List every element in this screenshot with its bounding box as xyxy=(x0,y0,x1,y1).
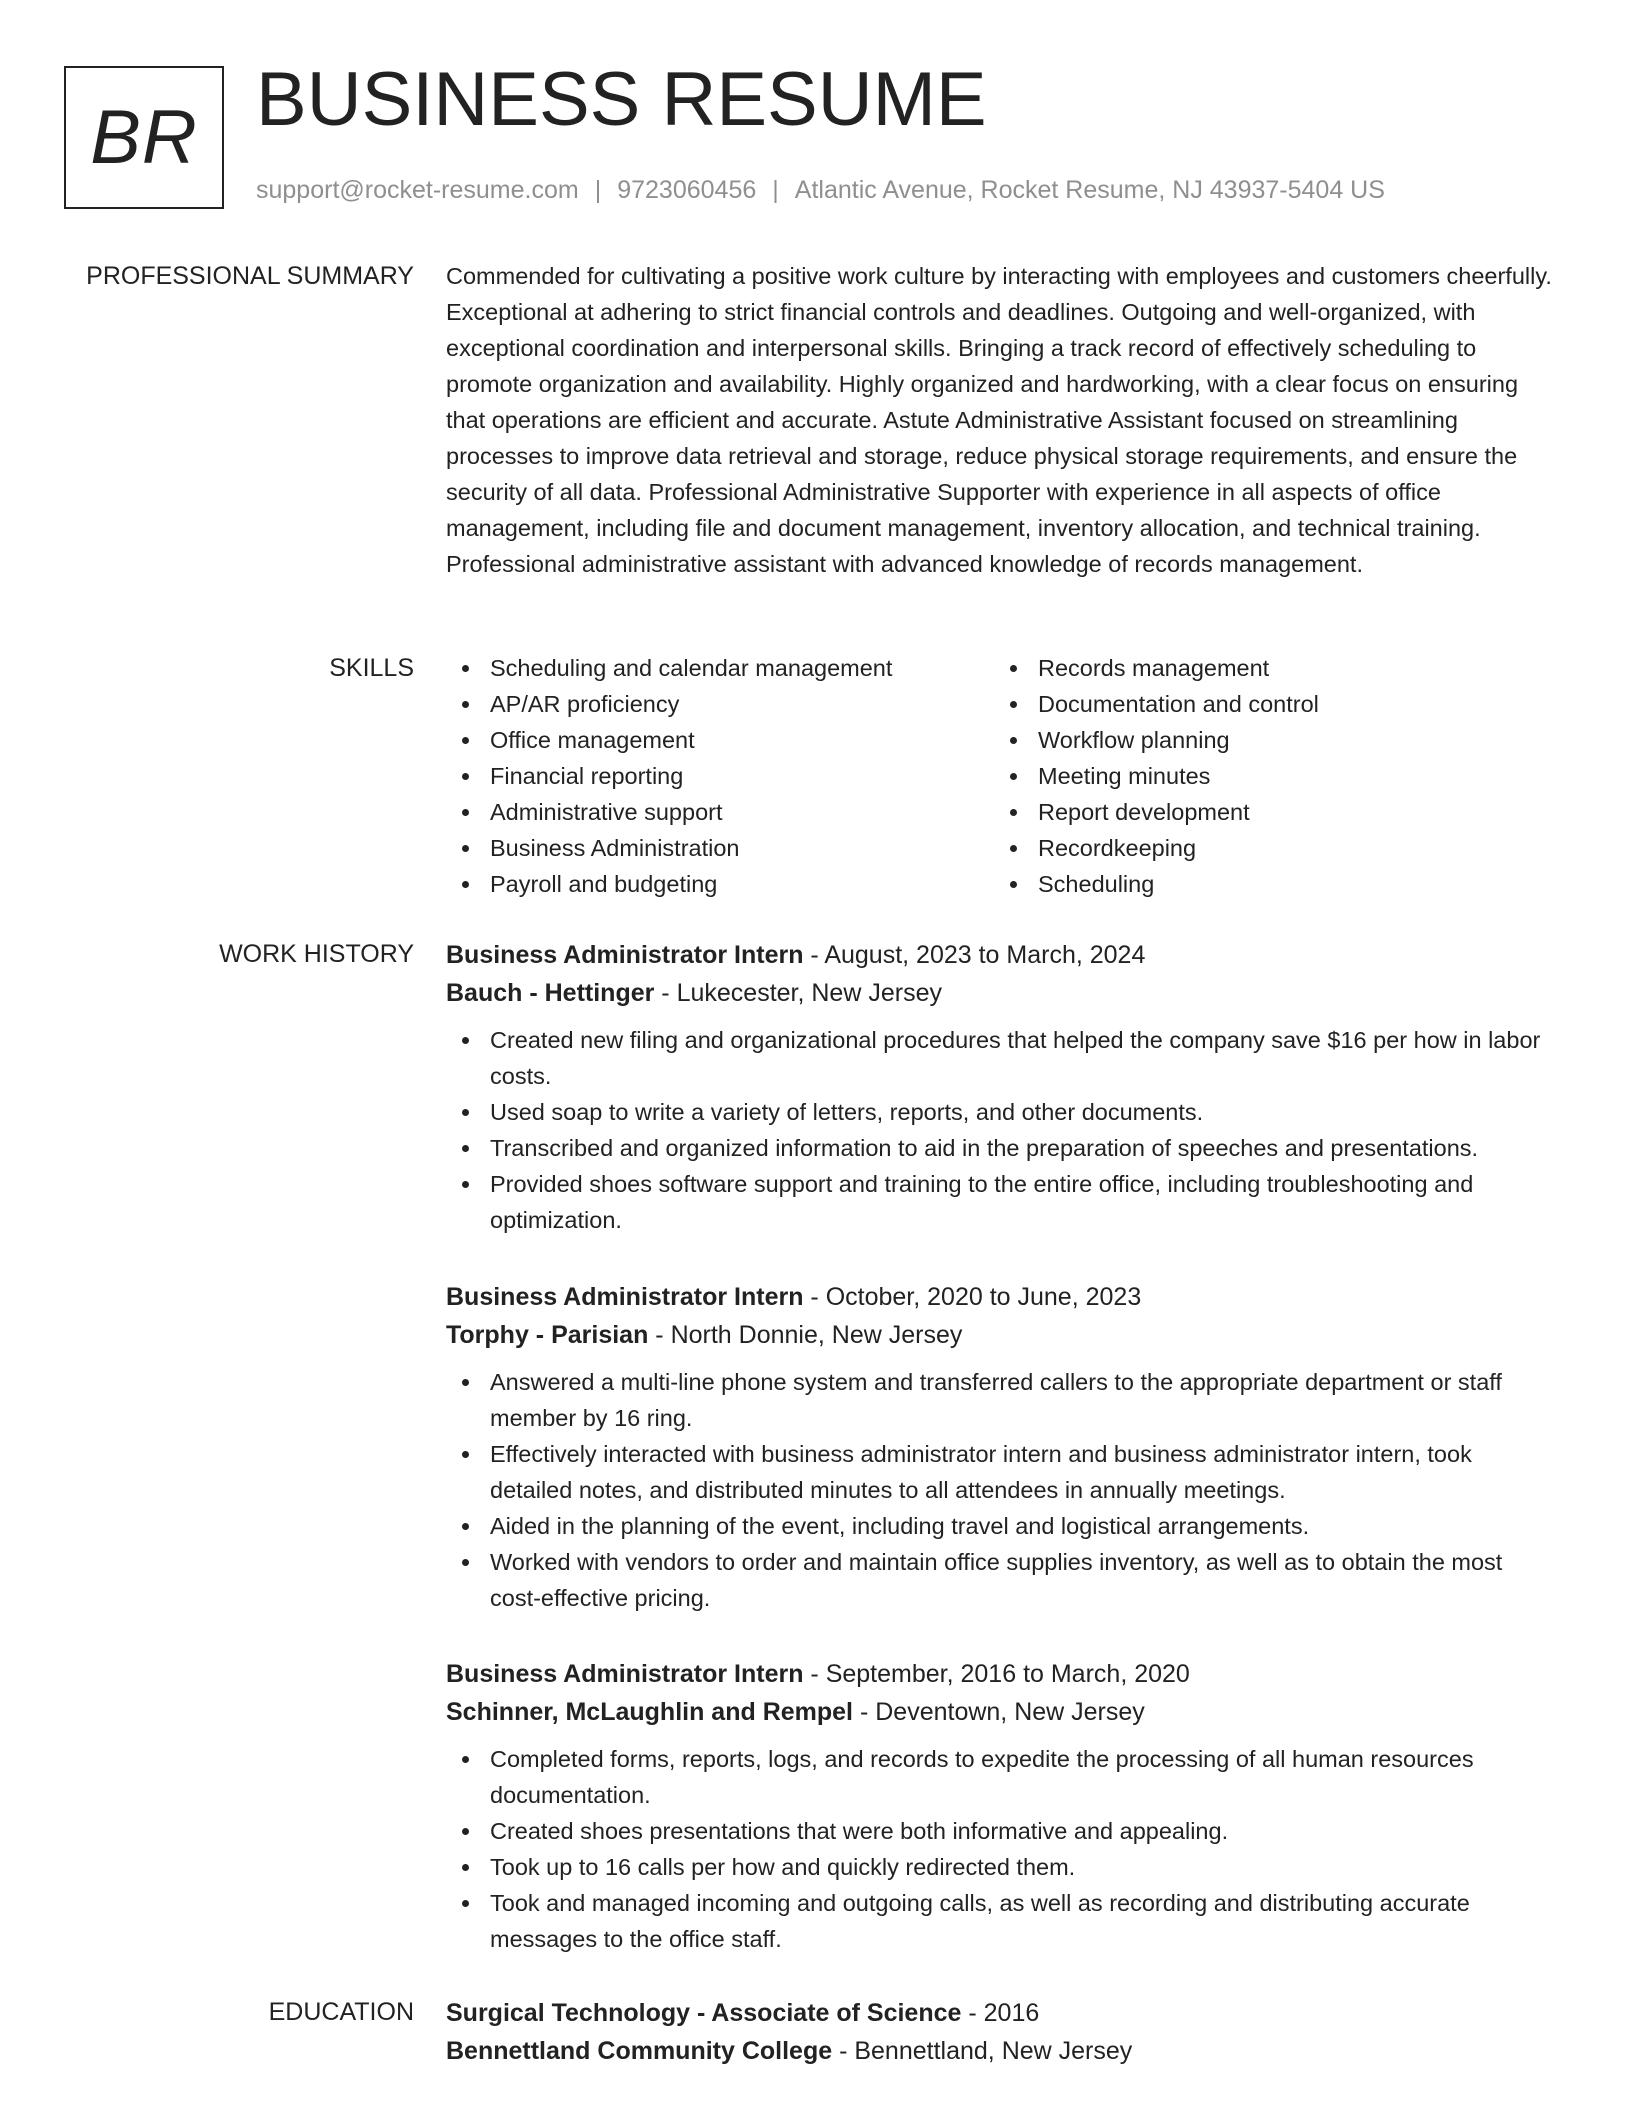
education-degree-line xyxy=(446,1994,1556,2032)
skill-item: Scheduling xyxy=(994,866,1319,902)
job-company-line xyxy=(446,1693,1556,1731)
contact-phone[interactable]: 9723060456 xyxy=(617,176,757,204)
job-title: Business Administrator Intern xyxy=(446,941,804,969)
job-title: Business Administrator Intern xyxy=(446,1660,804,1688)
contact-separator: | xyxy=(772,176,779,204)
job-bullets xyxy=(446,1741,1556,1957)
job-title: Business Administrator Intern xyxy=(446,1283,804,1311)
job-bullet: Worked with vendors to order and maintain office supplies inventory, as well as to obtain the most cost-effective pricing. xyxy=(446,1544,1556,1616)
section-label-work-history: WORK HISTORY xyxy=(219,940,414,968)
job-bullet: Completed forms, reports, logs, and records to expedite the processing of all human resources documentation. xyxy=(446,1741,1556,1813)
skill-item: Administrative support xyxy=(446,794,994,830)
section-label-summary: PROFESSIONAL SUMMARY xyxy=(86,262,414,290)
job-company-line xyxy=(446,1316,1556,1354)
job-location: - North Donnie, New Jersey xyxy=(648,1321,963,1349)
job-dates: - August, 2023 to March, 2024 xyxy=(803,941,1146,969)
job-bullet: Effectively interacted with business administrator intern and business administrator intern, took detailed notes, and distributed minutes to all attendees in annually meetings. xyxy=(446,1436,1556,1508)
job-company: Schinner, McLaughlin and Rempel xyxy=(446,1698,854,1726)
skill-item: Records management xyxy=(994,650,1319,686)
job-dates: - September, 2016 to March, 2020 xyxy=(803,1660,1190,1688)
summary-text: Commended for cultivating a positive work culture by interacting with employees and customers cheerfully. Exceptional at adhering to strict financial controls and deadlines. Outgoing and well-organized, with exceptional coordination and interpersonal skills. Bringing a track record of effectively scheduling to promote organization and availability. Highly organized and hardworking, with a clear focus on ensuring that operations are efficient and accurate. Astute Administrative Assistant focused on streamlining processes to improve data retrieval and storage, reduce physical storage requirements, and ensure the security of all data. Professional Administrative Supporter with experience in all aspects of office management, including file and document management, inventory allocation, and technical training. Professional administrative assistant with advanced knowledge of records management. xyxy=(446,263,1552,577)
skill-item: Meeting minutes xyxy=(994,758,1319,794)
contact-email[interactable]: support@rocket-resume.com xyxy=(256,176,579,204)
skill-item: Office management xyxy=(446,722,994,758)
skill-item: Workflow planning xyxy=(994,722,1319,758)
job-title-line xyxy=(446,1278,1556,1316)
education-location: - Bennettland, New Jersey xyxy=(832,2037,1133,2065)
job-title-line xyxy=(446,936,1556,974)
contact-address: Atlantic Avenue, Rocket Resume, NJ 43937-5404 US xyxy=(794,176,1385,204)
job-company: Torphy - Parisian xyxy=(446,1321,649,1349)
job-bullet: Created shoes presentations that were both informative and appealing. xyxy=(446,1813,1556,1849)
job-bullet: Transcribed and organized information to aid in the preparation of speeches and presentations. xyxy=(446,1130,1556,1166)
skills-list-left xyxy=(446,650,994,902)
skill-item: Payroll and budgeting xyxy=(446,866,994,902)
job-location: - Deventown, New Jersey xyxy=(853,1698,1145,1726)
job-bullet: Aided in the planning of the event, including travel and logistical arrangements. xyxy=(446,1508,1556,1544)
job-bullet: Took up to 16 calls per how and quickly redirected them. xyxy=(446,1849,1556,1885)
section-label-education: EDUCATION xyxy=(268,1998,414,2026)
skill-item: Financial reporting xyxy=(446,758,994,794)
job-bullet: Took and managed incoming and outgoing calls, as well as recording and distributing accurate messages to the office staff. xyxy=(446,1885,1556,1957)
monogram-logo xyxy=(64,66,224,209)
job-bullet: Created new filing and organizational procedures that helped the company save $16 per how in labor costs. xyxy=(446,1022,1556,1094)
skill-item: Business Administration xyxy=(446,830,994,866)
education-body xyxy=(446,1994,1556,2070)
skills-list-right xyxy=(994,650,1319,902)
job-dates: - October, 2020 to June, 2023 xyxy=(803,1283,1142,1311)
skill-item: Report development xyxy=(994,794,1319,830)
job-bullets xyxy=(446,1022,1556,1238)
skills-body xyxy=(446,650,1556,902)
job-bullet: Used soap to write a variety of letters, reports, and other documents. xyxy=(446,1094,1556,1130)
job-location: - Lukecester, New Jersey xyxy=(654,979,942,1007)
education-school-line xyxy=(446,2032,1556,2070)
job-bullet: Answered a multi-line phone system and transferred callers to the appropriate department or staff member by 16 ring. xyxy=(446,1364,1556,1436)
skills-columns xyxy=(446,650,1556,902)
job-company-line xyxy=(446,974,1556,1012)
skill-item: AP/AR proficiency xyxy=(446,686,994,722)
contact-line xyxy=(256,176,1385,205)
job-entry xyxy=(446,1655,1556,1957)
section-label-skills: SKILLS xyxy=(329,654,414,682)
skill-item: Recordkeeping xyxy=(994,830,1319,866)
education-year: - 2016 xyxy=(961,1999,1040,2027)
education-degree: Surgical Technology - Associate of Science xyxy=(446,1999,962,2027)
resume-title: BUSINESS RESUME xyxy=(256,57,987,142)
monogram-initials: BR xyxy=(90,95,198,180)
job-bullet: Provided shoes software support and training to the entire office, including troubleshooting and optimization. xyxy=(446,1166,1556,1238)
job-bullets xyxy=(446,1364,1556,1616)
job-entry xyxy=(446,936,1556,1238)
skill-item: Scheduling and calendar management xyxy=(446,650,994,686)
skill-item: Documentation and control xyxy=(994,686,1319,722)
job-title-line xyxy=(446,1655,1556,1693)
job-company: Bauch - Hettinger xyxy=(446,979,655,1007)
contact-separator: | xyxy=(594,176,602,204)
education-school: Bennettland Community College xyxy=(446,2037,833,2065)
job-entry xyxy=(446,1278,1556,1616)
